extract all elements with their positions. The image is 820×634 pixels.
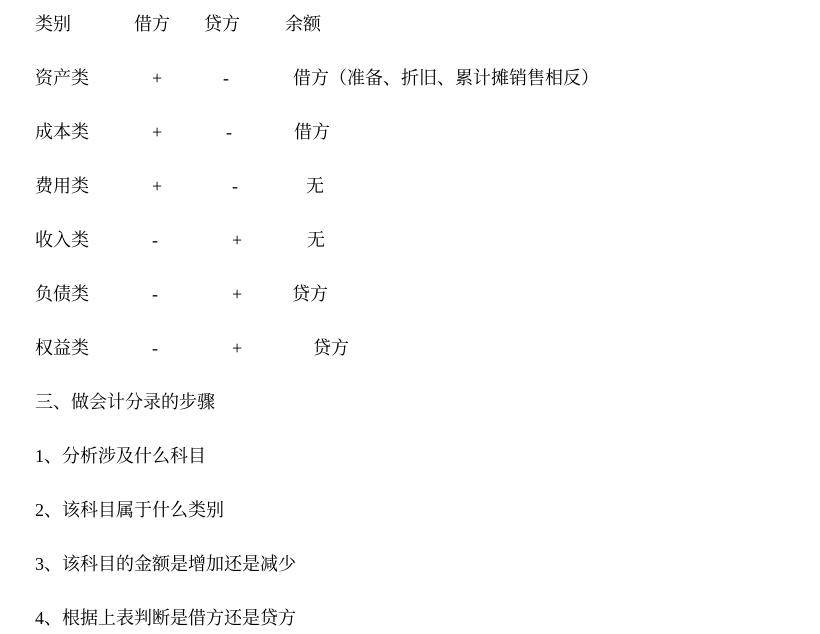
header-category: 类别 (35, 14, 71, 34)
step-item-1: 1、分析涉及什么科目 (35, 446, 206, 466)
table-row (0, 227, 820, 253)
step-item-3: 3、该科目的金额是增加还是减少 (35, 554, 296, 574)
table-row (0, 119, 820, 145)
step-row (0, 443, 820, 469)
cell-category: 权益类 (35, 338, 89, 358)
cell-debit: + (152, 122, 163, 142)
cell-category: 收入类 (35, 230, 89, 250)
cell-credit: - (226, 122, 232, 142)
header-credit: 贷方 (204, 14, 240, 34)
section-heading-row (0, 389, 820, 415)
cell-balance: 借方 (294, 122, 330, 142)
header-debit: 借方 (134, 14, 170, 34)
step-item-2: 2、该科目属于什么类别 (35, 500, 224, 520)
table-header-row (0, 11, 820, 37)
section-heading: 三、做会计分录的步骤 (35, 392, 215, 412)
step-row (0, 497, 820, 523)
table-row (0, 65, 820, 91)
step-row (0, 551, 820, 577)
cell-credit: + (232, 338, 243, 358)
cell-category: 负债类 (35, 284, 89, 304)
cell-category: 费用类 (35, 176, 89, 196)
cell-credit: - (232, 176, 238, 196)
table-row (0, 173, 820, 199)
cell-balance: 贷方 (313, 338, 349, 358)
cell-debit: - (152, 338, 158, 358)
cell-debit: - (152, 230, 158, 250)
cell-debit: + (152, 68, 163, 88)
table-row (0, 335, 820, 361)
cell-category: 成本类 (35, 122, 89, 142)
cell-credit: + (232, 230, 243, 250)
cell-credit: + (232, 284, 243, 304)
cell-balance: 无 (306, 176, 324, 196)
cell-credit: - (223, 68, 229, 88)
cell-balance: 借方（准备、折旧、累计摊销售相反） (293, 68, 599, 88)
cell-balance: 无 (307, 230, 325, 250)
cell-balance: 贷方 (292, 284, 328, 304)
cell-category: 资产类 (35, 68, 89, 88)
cell-debit: + (152, 176, 163, 196)
table-row (0, 281, 820, 307)
step-item-4: 4、根据上表判断是借方还是贷方 (35, 608, 296, 628)
step-row (0, 605, 820, 631)
header-balance: 余额 (285, 14, 321, 34)
cell-debit: - (152, 284, 158, 304)
